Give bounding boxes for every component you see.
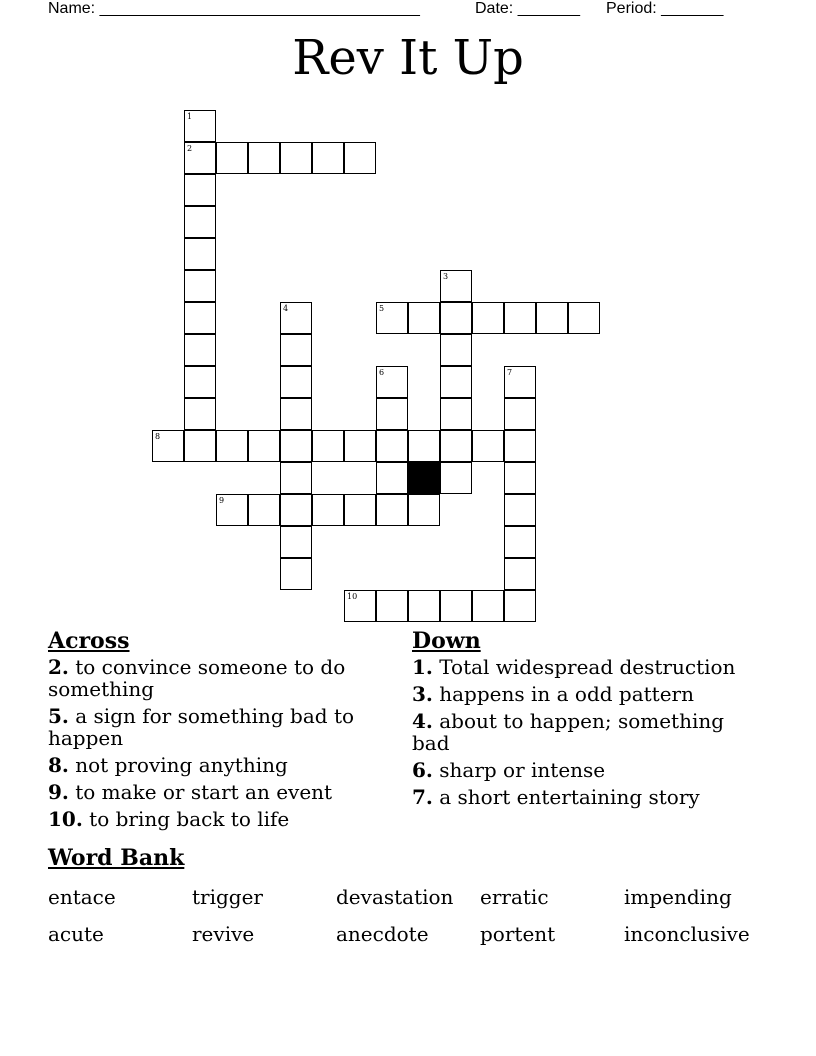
date-field[interactable]: Date: _______ xyxy=(475,0,580,17)
clue-number: 1 xyxy=(187,112,193,121)
answer-cell[interactable] xyxy=(408,430,440,462)
numbered-cell-4[interactable] xyxy=(280,302,312,334)
across-clues xyxy=(48,628,388,835)
answer-cell[interactable] xyxy=(344,430,376,462)
word-bank-item: portent xyxy=(480,922,556,946)
word-bank-heading: Word Bank xyxy=(48,845,185,871)
answer-cell[interactable] xyxy=(376,398,408,430)
answer-cell[interactable] xyxy=(280,366,312,398)
clue-across-9: 9. to make or start an event xyxy=(48,780,333,804)
down-heading: Down xyxy=(412,628,481,654)
answer-cell[interactable] xyxy=(472,302,504,334)
clue-across-5: 5. a sign for something bad to happen xyxy=(48,704,355,750)
answer-cell[interactable] xyxy=(248,430,280,462)
clue-number: 2 xyxy=(187,144,193,153)
answer-cell[interactable] xyxy=(312,142,344,174)
answer-cell[interactable] xyxy=(280,430,312,462)
answer-cell[interactable] xyxy=(536,302,568,334)
numbered-cell-6[interactable] xyxy=(376,366,408,398)
clue-down-3: 3. happens in a odd pattern xyxy=(412,682,694,706)
answer-cell[interactable] xyxy=(184,398,216,430)
clue-number: 7 xyxy=(507,368,513,377)
answer-cell[interactable] xyxy=(184,302,216,334)
answer-cell[interactable] xyxy=(280,558,312,590)
answer-cell[interactable] xyxy=(280,334,312,366)
clue-down-1: 1. Total widespread destruction xyxy=(412,655,736,679)
answer-cell[interactable] xyxy=(184,430,216,462)
answer-cell[interactable] xyxy=(440,366,472,398)
answer-cell[interactable] xyxy=(504,526,536,558)
numbered-cell-2[interactable] xyxy=(184,142,216,174)
clue-across-2: 2. to convince someone to do something xyxy=(48,655,346,701)
answer-cell[interactable] xyxy=(376,430,408,462)
period-field[interactable]: Period: _______ xyxy=(606,0,724,17)
numbered-cell-5[interactable] xyxy=(376,302,408,334)
numbered-cell-9[interactable] xyxy=(216,494,248,526)
numbered-cell-1[interactable] xyxy=(184,110,216,142)
word-bank-item: acute xyxy=(48,922,104,946)
answer-cell[interactable] xyxy=(504,590,536,622)
answer-cell[interactable] xyxy=(504,462,536,494)
answer-cell[interactable] xyxy=(248,142,280,174)
clue-number: 8 xyxy=(155,432,161,441)
clue-across-8: 8. not proving anything xyxy=(48,753,288,777)
answer-cell[interactable] xyxy=(408,302,440,334)
word-bank-item: trigger xyxy=(192,885,263,909)
answer-cell[interactable] xyxy=(344,494,376,526)
clue-down-6: 6. sharp or intense xyxy=(412,758,606,782)
numbered-cell-10[interactable] xyxy=(344,590,376,622)
answer-cell[interactable] xyxy=(408,590,440,622)
answer-cell[interactable] xyxy=(504,398,536,430)
numbered-cell-7[interactable] xyxy=(504,366,536,398)
down-clues xyxy=(412,628,752,813)
answer-cell[interactable] xyxy=(568,302,600,334)
numbered-cell-8[interactable] xyxy=(152,430,184,462)
clue-number: 6 xyxy=(379,368,385,377)
blocked-cell xyxy=(408,462,440,494)
word-bank-item: anecdote xyxy=(336,922,429,946)
answer-cell[interactable] xyxy=(216,142,248,174)
answer-cell[interactable] xyxy=(248,494,280,526)
word-bank-item: devastation xyxy=(336,885,454,909)
answer-cell[interactable] xyxy=(504,494,536,526)
answer-cell[interactable] xyxy=(312,430,344,462)
answer-cell[interactable] xyxy=(216,430,248,462)
clue-down-4: 4. about to happen; something bad xyxy=(412,709,725,755)
answer-cell[interactable] xyxy=(280,494,312,526)
answer-cell[interactable] xyxy=(376,590,408,622)
word-bank-item: impending xyxy=(624,885,732,909)
word-bank-item: entace xyxy=(48,885,116,909)
answer-cell[interactable] xyxy=(184,366,216,398)
clue-number: 4 xyxy=(283,304,289,313)
answer-cell[interactable] xyxy=(184,270,216,302)
answer-cell[interactable] xyxy=(504,558,536,590)
clue-number: 9 xyxy=(219,496,225,505)
answer-cell[interactable] xyxy=(440,462,472,494)
answer-cell[interactable] xyxy=(280,142,312,174)
answer-cell[interactable] xyxy=(504,302,536,334)
answer-cell[interactable] xyxy=(504,430,536,462)
answer-cell[interactable] xyxy=(184,334,216,366)
answer-cell[interactable] xyxy=(280,526,312,558)
across-heading: Across xyxy=(48,628,130,654)
word-bank-item: revive xyxy=(192,922,255,946)
answer-cell[interactable] xyxy=(280,462,312,494)
clue-number: 10 xyxy=(347,592,358,601)
answer-cell[interactable] xyxy=(440,302,472,334)
answer-cell[interactable] xyxy=(344,142,376,174)
answer-cell[interactable] xyxy=(280,398,312,430)
clue-down-7: 7. a short entertaining story xyxy=(412,785,700,809)
answer-cell[interactable] xyxy=(472,430,504,462)
answer-cell[interactable] xyxy=(376,462,408,494)
answer-cell[interactable] xyxy=(408,494,440,526)
name-field[interactable]: Name: ____________________________________ xyxy=(48,0,420,17)
answer-cell[interactable] xyxy=(312,494,344,526)
answer-cell[interactable] xyxy=(184,206,216,238)
clue-number: 5 xyxy=(379,304,385,313)
answer-cell[interactable] xyxy=(472,590,504,622)
clue-number: 3 xyxy=(443,272,449,281)
answer-cell[interactable] xyxy=(440,590,472,622)
answer-cell[interactable] xyxy=(440,398,472,430)
answer-cell[interactable] xyxy=(184,174,216,206)
answer-cell[interactable] xyxy=(440,430,472,462)
clue-across-10: 10. to bring back to life xyxy=(48,807,290,831)
answer-cell[interactable] xyxy=(440,334,472,366)
word-bank-item: erratic xyxy=(480,885,549,909)
word-bank-item: inconclusive xyxy=(624,922,750,946)
answer-cell[interactable] xyxy=(184,238,216,270)
answer-cell[interactable] xyxy=(376,494,408,526)
numbered-cell-3[interactable] xyxy=(440,270,472,302)
puzzle-title: Rev It Up xyxy=(292,30,524,86)
